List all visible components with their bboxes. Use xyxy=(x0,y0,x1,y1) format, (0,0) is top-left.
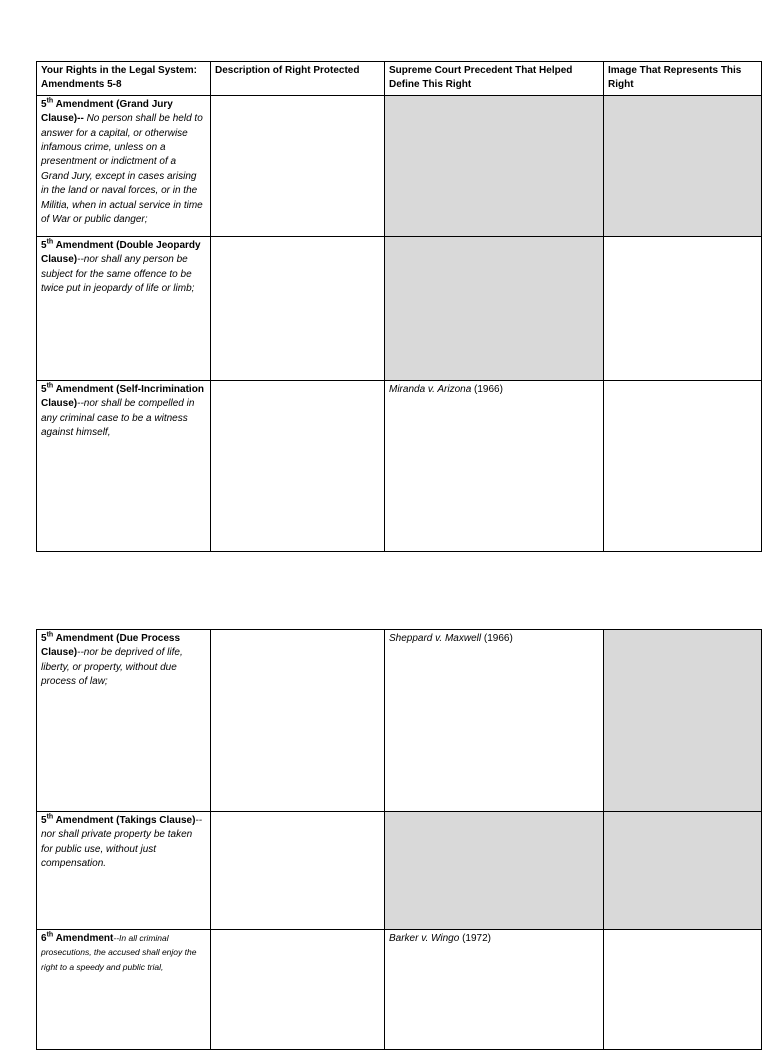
amendment-text: No person shall be held to answer for a capital, or otherwise infamous crime, unless on a presentment or indictment of a Grand Jury, except in cases arising in the land or naval forces, or in the Militia, when in actual service in time of War or public danger; xyxy=(41,113,203,226)
right-cell xyxy=(37,95,211,236)
precedent-cell[interactable] xyxy=(385,236,604,380)
right-cell xyxy=(37,930,211,1050)
description-cell[interactable] xyxy=(211,812,385,930)
amendment-number: 5 xyxy=(41,239,47,251)
table-row xyxy=(37,95,762,236)
image-cell[interactable] xyxy=(604,812,762,930)
description-cell[interactable] xyxy=(211,95,385,236)
amendment-text: --nor shall any person be subject for the same offence to be twice put in jeopardy of life or limb; xyxy=(41,254,195,295)
amendment-clause-title: Amendment xyxy=(53,933,114,944)
table-row xyxy=(37,812,762,930)
precedent-cell[interactable] xyxy=(385,630,604,812)
right-cell xyxy=(37,630,211,812)
amendment-text: --nor shall private property be taken for public use, without just compensation. xyxy=(41,815,203,870)
ordinal-suffix: th xyxy=(46,238,54,246)
header-row xyxy=(37,62,762,96)
amendment-number: 5 xyxy=(41,98,47,110)
rights-table-top xyxy=(36,61,762,552)
right-cell xyxy=(37,380,211,551)
amendment-clause-title: Amendment (Takings Clause) xyxy=(53,815,196,826)
amendment-clause-title: Amendment (Double Jeopardy Clause) xyxy=(41,239,201,266)
amendment-text: --In all criminal prosecutions, the accused shall enjoy the right to a speedy and public trial, xyxy=(41,933,197,972)
amendment-number: 6 xyxy=(41,933,47,944)
description-cell[interactable] xyxy=(211,236,385,380)
image-cell[interactable] xyxy=(604,630,762,812)
ordinal-suffix: th xyxy=(46,931,54,939)
precedent-cell[interactable] xyxy=(385,380,604,551)
case-name: Sheppard v. Maxwell xyxy=(389,633,482,644)
description-cell[interactable] xyxy=(211,630,385,812)
table-row xyxy=(37,630,762,812)
amendment-clause-title: Amendment (Grand Jury Clause)-- xyxy=(41,98,173,125)
header-image: Image That Represents This Right xyxy=(604,62,762,96)
header-precedent: Supreme Court Precedent That Helped Define This Right xyxy=(385,62,604,96)
image-cell[interactable] xyxy=(604,930,762,1050)
rights-table-bottom xyxy=(36,629,762,1050)
ordinal-suffix: th xyxy=(46,97,54,105)
amendment-clause-title: Amendment (Due Process Clause) xyxy=(41,633,181,659)
amendment-clause-title: Amendment (Self-Incrimination Clause) xyxy=(41,383,204,410)
right-cell xyxy=(37,812,211,930)
precedent-cell[interactable] xyxy=(385,95,604,236)
case-year: (1966) xyxy=(481,633,513,644)
case-year: (1972) xyxy=(459,933,491,944)
description-cell[interactable] xyxy=(211,380,385,551)
amendment-text: --nor be deprived of life, liberty, or property, without due process of law; xyxy=(41,647,183,688)
image-cell[interactable] xyxy=(604,95,762,236)
precedent-cell[interactable] xyxy=(385,812,604,930)
amendment-number: 5 xyxy=(41,383,47,395)
table-row xyxy=(37,380,762,551)
amendment-number: 5 xyxy=(41,633,47,644)
case-name: Miranda v. Arizona xyxy=(389,383,472,395)
header-rights: Your Rights in the Legal System: Amendments 5-8 xyxy=(37,62,211,96)
case-year: (1966) xyxy=(471,383,503,395)
ordinal-suffix: th xyxy=(46,631,54,639)
header-description: Description of Right Protected xyxy=(211,62,385,96)
table-row xyxy=(37,236,762,380)
right-cell xyxy=(37,236,211,380)
amendment-text: --nor shall be compelled in any criminal case to be a witness against himself, xyxy=(41,398,195,439)
image-cell[interactable] xyxy=(604,380,762,551)
amendment-number: 5 xyxy=(41,815,47,826)
ordinal-suffix: th xyxy=(46,382,54,390)
ordinal-suffix: th xyxy=(46,813,54,821)
description-cell[interactable] xyxy=(211,930,385,1050)
table-row xyxy=(37,930,762,1050)
image-cell[interactable] xyxy=(604,236,762,380)
precedent-cell[interactable] xyxy=(385,930,604,1050)
case-name: Barker v. Wingo xyxy=(389,933,460,944)
